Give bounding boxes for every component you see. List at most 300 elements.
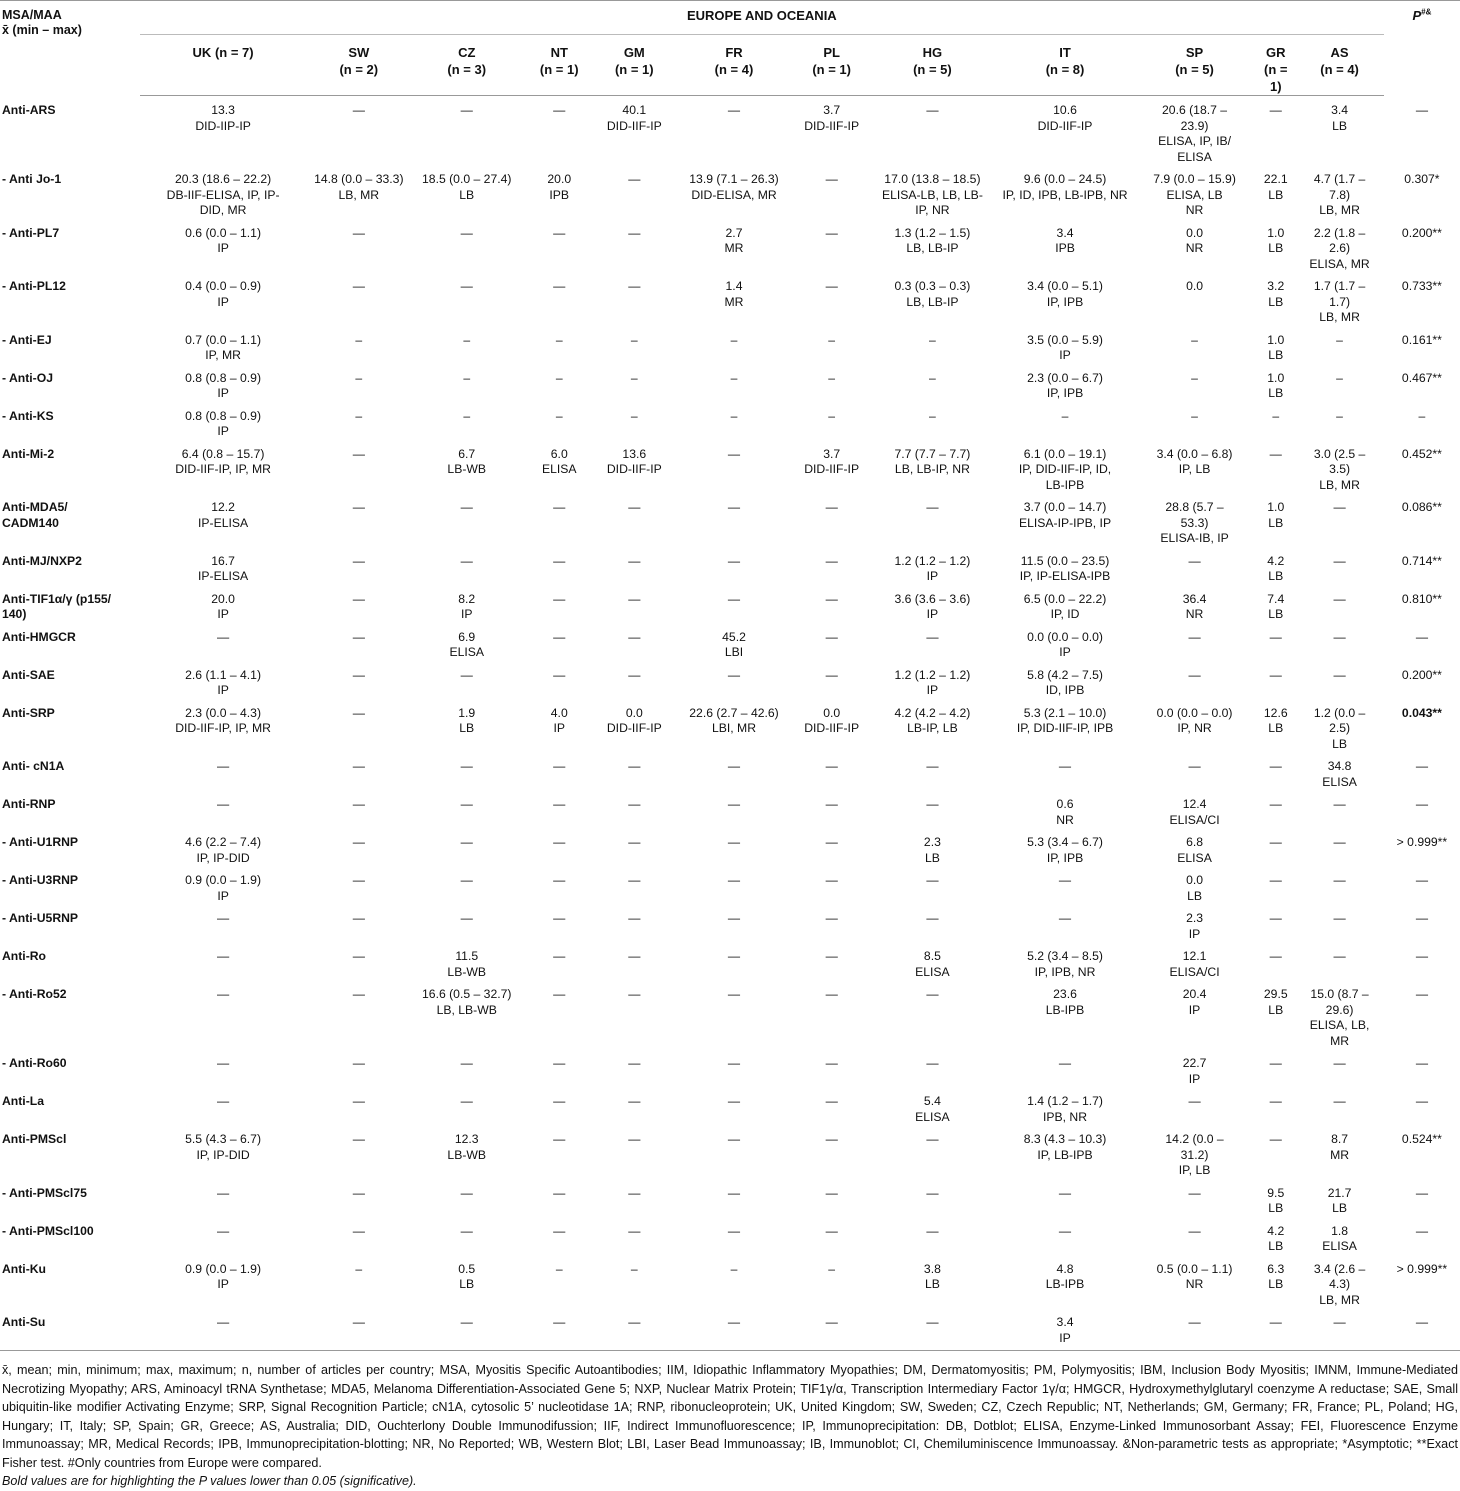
cell-gr: 12.6 LB	[1263, 705, 1288, 735]
cell-sp: —	[1188, 1185, 1201, 1200]
cell-pl: 3.7 DID-IIF-IP	[804, 446, 860, 476]
cell-hg: —	[926, 873, 939, 887]
cell-fr: –	[730, 332, 738, 347]
cell-uk: 2.6 (1.1 – 4.1) IP	[185, 667, 262, 697]
cell-gm: —	[628, 1056, 641, 1070]
row-label: - Anti-U1RNP	[2, 835, 79, 849]
country-n: (n = 1)	[1264, 62, 1288, 94]
row-label: Anti-Su	[0, 1308, 140, 1351]
cell-nt: —	[553, 103, 566, 117]
table-row	[0, 326, 1460, 364]
cell-nt: —	[553, 667, 566, 682]
cell-gm: —	[596, 1308, 672, 1351]
cell-gr: —	[1269, 873, 1282, 887]
cell-fr: —	[727, 1132, 741, 1146]
table-row	[0, 661, 1460, 699]
cell-as: —	[1333, 1056, 1346, 1070]
cell-nt: –	[555, 332, 563, 347]
country-code: SW	[348, 45, 370, 60]
cell-sp: –	[1191, 408, 1198, 423]
p-value-cell: > 0.999**	[1396, 835, 1448, 849]
cell-cz: —	[460, 1185, 473, 1200]
cell-cz: 18.5 (0.0 – 27.4) LB	[422, 172, 512, 202]
country-code: CZ	[458, 45, 476, 60]
cell-fr: 2.7 MR	[724, 225, 744, 255]
cell-gm: —	[628, 172, 641, 186]
cell-cz: —	[460, 797, 473, 811]
cell-as: —	[1333, 1094, 1346, 1108]
cell-sw: —	[352, 667, 365, 682]
cell-gr: —	[1256, 1308, 1295, 1351]
country-n: (n = 7)	[214, 45, 254, 60]
cell-nt: —	[553, 987, 566, 1001]
cell-nt: —	[553, 591, 566, 606]
cell-cz: —	[411, 1308, 522, 1351]
row-label: - Anti-EJ	[2, 332, 52, 347]
cell-hg: —	[926, 103, 939, 117]
cell-cz: –	[463, 408, 471, 423]
cell-as: —	[1333, 591, 1346, 606]
table-body	[0, 96, 1460, 1351]
cell-as: 3.0 (2.5 – 3.5) LB, MR	[1313, 446, 1366, 492]
cell-uk: 5.5 (4.3 – 6.7) IP, IP-DID	[185, 1132, 262, 1162]
cell-gm: —	[628, 1185, 641, 1200]
cell-pl: —	[825, 667, 838, 682]
cell-as: 3.4 (2.6 – 4.3) LB, MR	[1313, 1261, 1366, 1307]
p-value-cell: —	[1384, 1308, 1460, 1351]
cell-gm: —	[628, 949, 641, 963]
cell-hg: —	[926, 1223, 939, 1238]
cell-cz: —	[460, 553, 473, 568]
country-header-fr	[672, 35, 795, 96]
cell-gr: —	[1269, 103, 1282, 117]
table-row	[0, 547, 1460, 585]
cell-it: 6.5 (0.0 – 22.2) IP, ID	[1023, 591, 1107, 621]
table-row	[0, 1179, 1460, 1217]
cell-as: 4.7 (1.7 – 7.8) LB, MR	[1313, 172, 1366, 217]
cell-as: 1.7 (1.7 – 1.7) LB, MR	[1313, 279, 1366, 324]
cell-gr: 1.0 LB	[1267, 500, 1285, 530]
cell-nt: —	[553, 1223, 566, 1238]
cell-nt: 4.0 IP	[550, 705, 568, 735]
cell-hg: –	[929, 332, 936, 347]
cell-gr: —	[1269, 667, 1282, 682]
cell-pl: —	[825, 553, 838, 568]
table-row	[0, 272, 1460, 326]
cell-fr: —	[727, 103, 741, 117]
cell-fr: —	[727, 553, 741, 568]
cell-cz: —	[460, 873, 473, 887]
cell-cz: —	[460, 103, 473, 117]
cell-hg: –	[929, 370, 936, 385]
table-row	[0, 1308, 1460, 1351]
cell-as: —	[1295, 1308, 1384, 1351]
cell-uk: —	[216, 1185, 230, 1200]
cell-pl: —	[825, 873, 838, 887]
cell-hg: 8.5 ELISA	[915, 949, 950, 979]
cell-pl: —	[825, 1056, 838, 1070]
cell-cz: —	[460, 667, 473, 682]
cell-gr: —	[1269, 949, 1282, 963]
cell-pl: –	[828, 1261, 836, 1276]
cell-hg: —	[926, 1056, 939, 1070]
cell-it: 3.5 (0.0 – 5.9) IP	[1027, 332, 1103, 362]
cell-hg: —	[926, 629, 939, 644]
p-value-cell: —	[1415, 1185, 1429, 1200]
cell-sw: —	[352, 797, 365, 811]
cell-uk: 13.3 DID-IIP-IP	[195, 103, 251, 133]
cell-fr: 13.9 (7.1 – 26.3) DID-ELISA, MR	[689, 172, 779, 202]
table-row	[0, 493, 1460, 547]
cell-sp: 22.7 IP	[1182, 1056, 1207, 1086]
cell-gm: —	[628, 553, 641, 568]
cell-sw: —	[352, 1056, 365, 1070]
row-label: Anti-SRP	[2, 705, 55, 720]
country-code: SP	[1185, 45, 1204, 60]
row-label: Anti-ARS	[2, 102, 56, 117]
country-header-pl	[796, 35, 868, 96]
row-label: - Anti-KS	[2, 408, 54, 423]
cell-gr: —	[1269, 1132, 1282, 1146]
cell-sp: 28.8 (5.7 – 53.3) ELISA-IB, IP	[1160, 500, 1229, 545]
cell-it: 4.8 LB-IPB	[1045, 1261, 1085, 1291]
country-n: (n = 1)	[539, 62, 579, 77]
cell-uk: 2.3 (0.0 – 4.3) DID-IIF-IP, IP, MR	[175, 705, 271, 735]
cell-it: —	[1058, 1185, 1072, 1200]
cell-fr: —	[727, 759, 741, 773]
cell-sw: —	[352, 1094, 365, 1108]
cell-hg: —	[926, 1185, 939, 1200]
cell-gr: —	[1269, 446, 1282, 461]
cell-it: –	[1061, 408, 1069, 423]
header-label-line2: x̄ (min – max)	[2, 23, 82, 37]
cell-pl: —	[825, 1185, 838, 1200]
cell-cz: —	[460, 759, 473, 773]
cell-fr: —	[727, 1223, 741, 1238]
cell-hg: 7.7 (7.7 – 7.7) LB, LB-IP, NR	[894, 446, 971, 476]
cell-hg: –	[929, 408, 936, 423]
country-n: (n = 5)	[1175, 62, 1214, 77]
cell-nt: —	[553, 279, 566, 293]
cell-fr: –	[730, 370, 738, 385]
cell-uk: 4.6 (2.2 – 7.4) IP, IP-DID	[185, 835, 262, 865]
cell-fr: —	[727, 500, 741, 514]
cell-uk: 20.0 IP	[211, 591, 235, 621]
cell-fr: —	[727, 797, 741, 811]
country-code: GR	[1266, 45, 1286, 60]
cell-as: —	[1333, 500, 1346, 514]
cell-sp: —	[1188, 759, 1201, 773]
cell-gr: 4.2 LB	[1267, 553, 1285, 583]
cell-gm: –	[630, 1261, 638, 1276]
cell-sp: 0.5 (0.0 – 1.1) NR	[1156, 1261, 1233, 1291]
cell-nt: –	[555, 1261, 563, 1276]
cell-sp: —	[1188, 1094, 1201, 1108]
cell-gm: —	[628, 279, 641, 293]
cell-fr: —	[672, 1308, 795, 1351]
cell-sw: 14.8 (0.0 – 33.3) LB, MR	[314, 172, 404, 202]
cell-sp: 0.0 LB	[1186, 873, 1204, 903]
p-value-cell: 0.043**	[1401, 705, 1442, 720]
p-value-cell: 0.810**	[1401, 591, 1442, 606]
cell-fr: —	[727, 1056, 741, 1070]
cell-gr: 7.4 LB	[1267, 591, 1285, 621]
cell-nt: —	[553, 949, 566, 963]
row-label: - Anti-OJ	[2, 370, 53, 385]
cell-cz: –	[463, 332, 471, 347]
row-label: Anti-Ku	[2, 1261, 46, 1276]
cell-sp: —	[1188, 553, 1201, 568]
cell-gm: —	[628, 759, 641, 773]
cell-gm: –	[630, 408, 638, 423]
cell-hg: 1.2 (1.2 – 1.2) IP	[894, 667, 971, 697]
cell-sw: —	[352, 987, 365, 1001]
table-row	[0, 1087, 1460, 1125]
cell-gm: —	[628, 835, 641, 849]
cell-fr: 45.2 LBI	[722, 629, 746, 659]
cell-gr: 3.2 LB	[1267, 279, 1285, 309]
cell-it: —	[1058, 873, 1072, 887]
cell-gr: 22.1 LB	[1263, 172, 1288, 202]
cell-cz: —	[460, 1094, 473, 1108]
country-header-gm	[596, 35, 672, 96]
header-label-cell	[0, 1, 140, 96]
table-row	[0, 866, 1460, 904]
cell-gr: —	[1269, 797, 1282, 811]
row-label: Anti-PMScl	[2, 1132, 67, 1146]
cell-it: 3.4 (0.0 – 5.1) IP, IPB	[1027, 279, 1103, 309]
cell-sp: 0.0 (0.0 – 0.0) IP, NR	[1156, 705, 1233, 735]
cell-nt: —	[553, 797, 566, 811]
cell-nt: —	[553, 1185, 566, 1200]
cell-gm: 40.1 DID-IIF-IP	[606, 103, 662, 133]
p-value-cell: —	[1415, 102, 1429, 117]
cell-uk: —	[216, 759, 230, 773]
cell-sp: 3.4 (0.0 – 6.8) IP, LB	[1156, 446, 1233, 476]
table-row	[0, 942, 1460, 980]
cell-hg: —	[926, 1132, 939, 1146]
cell-sw: —	[352, 759, 365, 773]
cell-it: 3.4 IP	[997, 1308, 1133, 1351]
cell-cz: —	[460, 1056, 473, 1070]
cell-fr: —	[727, 446, 741, 461]
cell-nt: —	[553, 500, 566, 514]
cell-hg: —	[868, 1308, 998, 1351]
cell-uk: —	[216, 987, 230, 1001]
cell-sp: 2.3 IP	[1186, 911, 1204, 941]
cell-pl: —	[825, 759, 838, 773]
cell-nt: —	[553, 835, 566, 849]
cell-hg: —	[926, 500, 939, 514]
cell-gm: –	[630, 370, 638, 385]
p-value-cell: —	[1415, 1094, 1429, 1108]
cell-as: 1.8 ELISA	[1322, 1223, 1357, 1253]
cell-nt: 20.0 IPB	[547, 172, 572, 202]
cell-it: —	[1058, 759, 1072, 773]
p-value-cell: —	[1415, 759, 1429, 773]
cell-nt: —	[553, 1056, 566, 1070]
table-row	[0, 96, 1460, 166]
cell-gr: —	[1269, 759, 1282, 773]
cell-sw: —	[306, 1308, 411, 1351]
cell-it: 3.4 IPB	[1055, 225, 1075, 255]
cell-fr: —	[727, 949, 741, 963]
cell-uk: 0.9 (0.0 – 1.9) IP	[185, 873, 262, 903]
cell-sw: –	[355, 408, 363, 423]
p-value-cell: —	[1415, 1056, 1429, 1070]
cell-gr: —	[1269, 835, 1282, 849]
region-header: EUROPE AND OCEANIA	[140, 1, 1384, 35]
p-value-cell: –	[1418, 408, 1426, 423]
cell-pl: –	[828, 370, 836, 385]
cell-nt: —	[553, 911, 566, 925]
cell-sw: —	[352, 873, 365, 887]
cell-sw: —	[352, 553, 365, 568]
cell-as: 3.4 LB	[1331, 103, 1349, 133]
cell-it: —	[1058, 1056, 1072, 1070]
cell-uk: —	[216, 949, 230, 963]
cell-cz: —	[460, 835, 473, 849]
cell-gm: —	[628, 591, 641, 606]
p-value-cell: —	[1415, 797, 1429, 811]
cell-pl: —	[825, 500, 838, 514]
table-row	[0, 699, 1460, 753]
cell-hg: 5.4 ELISA	[915, 1094, 950, 1124]
country-code: FR	[725, 45, 743, 60]
cell-gr: 4.2 LB	[1267, 1223, 1285, 1253]
cell-gm: —	[628, 1132, 641, 1146]
cell-as: —	[1333, 949, 1346, 963]
country-n: (n = 8)	[1045, 62, 1085, 77]
cell-pl: 3.7 DID-IIF-IP	[804, 103, 860, 133]
cell-uk: —	[216, 1056, 230, 1070]
row-label: Anti-Ro	[2, 949, 46, 963]
cell-cz: 1.9 LB	[458, 705, 476, 735]
table-row	[0, 440, 1460, 494]
cell-sp: –	[1191, 370, 1198, 385]
table-row	[0, 585, 1460, 623]
cell-cz: —	[460, 500, 473, 514]
cell-it: —	[1058, 1223, 1072, 1238]
cell-gm: —	[628, 797, 641, 811]
cell-sw: —	[352, 705, 365, 720]
cell-as: 2.2 (1.8 – 2.6) ELISA, MR	[1309, 225, 1370, 271]
cell-pl: —	[825, 172, 838, 186]
cell-sw: —	[352, 911, 365, 925]
cell-hg: —	[926, 759, 939, 773]
cell-pl: —	[825, 987, 838, 1001]
cell-it: —	[1058, 911, 1072, 925]
bold-note: Bold values are for highlighting the P values lower than 0.05 (significative).	[2, 1474, 417, 1488]
country-n: (n = 2)	[339, 62, 379, 77]
cell-sw: —	[352, 446, 365, 461]
country-header-uk	[140, 35, 307, 96]
cell-sp: —	[1188, 667, 1201, 682]
row-label: - Anti-PMScl75	[2, 1185, 87, 1200]
header-label-line1: MSA/MAA	[2, 8, 62, 22]
row-label: Anti-RNP	[2, 797, 56, 811]
p-value-cell: 0.733**	[1401, 279, 1442, 293]
cell-pl: —	[825, 629, 838, 644]
cell-uk: 0.9 (0.0 – 1.9) IP	[185, 1261, 262, 1291]
country-header-sw	[306, 35, 411, 96]
cell-fr: —	[727, 873, 741, 887]
cell-pl: —	[825, 797, 838, 811]
cell-hg: 0.3 (0.3 – 0.3) LB, LB-IP	[894, 279, 971, 309]
cell-as: —	[1333, 629, 1346, 644]
cell-nt: 6.0 ELISA	[541, 446, 577, 476]
row-label: Anti-TIF1α/γ (p155/ 140)	[2, 591, 112, 621]
cell-cz: 12.3 LB-WB	[447, 1132, 487, 1162]
cell-it: 5.3 (2.1 – 10.0) IP, DID-IIF-IP, IPB	[1016, 705, 1114, 735]
country-header-it	[997, 35, 1133, 96]
header-row-countries	[0, 35, 1460, 96]
cell-cz: –	[463, 370, 471, 385]
cell-sp: 36.4 NR	[1182, 591, 1207, 621]
p-value-cell: 0.200**	[1401, 667, 1442, 682]
cell-cz: 6.9 ELISA	[449, 629, 485, 659]
cell-sw: —	[352, 591, 365, 606]
table-row	[0, 1049, 1460, 1087]
p-value-cell: —	[1415, 987, 1429, 1001]
cell-sp: 7.9 (0.0 – 15.9) ELISA, LB NR	[1153, 172, 1236, 217]
cell-it: 5.8 (4.2 – 7.5) ID, IPB	[1027, 667, 1103, 697]
cell-as: –	[1336, 408, 1343, 423]
cell-uk: 0.7 (0.0 – 1.1) IP, MR	[185, 332, 262, 362]
cell-fr: 1.4 MR	[724, 279, 744, 309]
row-label: Anti- cN1A	[2, 759, 65, 773]
cell-it: 10.6 DID-IIF-IP	[1037, 103, 1093, 133]
cell-gm: 13.6 DID-IIF-IP	[606, 446, 662, 476]
table-row	[0, 364, 1460, 402]
country-header-gr	[1256, 35, 1295, 96]
cell-uk: —	[216, 1094, 230, 1108]
cell-pl: —	[825, 225, 838, 240]
cell-as: 15.0 (8.7 – 29.6) ELISA, LB, MR	[1309, 987, 1370, 1048]
cell-hg: 17.0 (13.8 – 18.5) ELISA-LB, LB, LB- IP, NR	[881, 172, 983, 217]
cell-it: 8.3 (4.3 – 10.3) IP, LB-IPB	[1023, 1132, 1107, 1162]
country-code: UK	[192, 45, 212, 60]
cell-pl: –	[828, 332, 836, 347]
cell-gm: —	[628, 873, 641, 887]
table-row	[0, 1125, 1460, 1179]
p-sup: #&	[1421, 7, 1432, 17]
cell-uk: 0.8 (0.8 – 0.9) IP	[185, 370, 262, 400]
cell-it: 11.5 (0.0 – 23.5) IP, IP-ELISA-IPB	[1019, 553, 1111, 583]
cell-hg: 1.2 (1.2 – 1.2) IP	[894, 553, 971, 583]
p-value-cell: —	[1415, 911, 1429, 925]
country-n: (n = 4)	[714, 62, 754, 77]
cell-gr: 9.5 LB	[1267, 1185, 1285, 1215]
p-value-cell: 0.452**	[1401, 446, 1442, 461]
cell-it: 5.2 (3.4 – 8.5) IP, IPB, NR	[1027, 949, 1103, 979]
cell-gm: –	[630, 332, 638, 347]
table-row	[0, 402, 1460, 440]
cell-sw: —	[352, 103, 365, 117]
cell-fr: —	[727, 1094, 741, 1108]
cell-gr: –	[1272, 408, 1280, 423]
cell-sp: —	[1188, 629, 1201, 644]
cell-uk: 0.6 (0.0 – 1.1) IP	[185, 225, 262, 255]
cell-it: 9.6 (0.0 – 24.5) IP, ID, IPB, LB-IPB, NR	[1002, 172, 1128, 202]
country-code: AS	[1330, 45, 1349, 60]
table-row	[0, 1255, 1460, 1309]
row-label: - Anti-PMScl100	[2, 1223, 94, 1238]
cell-as: 34.8 ELISA	[1322, 759, 1357, 789]
row-label: - Anti Jo-1	[2, 172, 62, 186]
footnote: x̄, mean; min, minimum; max, maximum; n, number of articles per country; MSA, Myositis Specific Autoantibodies; IIM, Idiopathic Inflammatory Myopathies; DM, Dermatomyositis; PM, Polymyositis; IBM, Inclusion Body Myositis; IMNM, Immune-Mediated Necrotizing Myopathy; ARS, Aminoacyl tRNA Synthetase; MDA5, Melanoma Differentiation-Associated Gene 5; NXP, Nuclear Matrix Protein; TIF1γ/α, Transcription Intermediary Factor 1γ/α; HMGCR, Hydroxymethylglutaryl coenzyme A reductase; SAE, Small ubiquitin-like modifier Activating Enzyme; SRP, Signal Recognition Particle; cN1A, cytosolic 5’ nucleotidase 1A; RNP, ribonucleoprotein; UK, United Kingdom; SW, Sweden; CZ, Czech Republic; NT, Netherlands; GM, Germany; FR, France; PL, Poland; HG, Hungary; IT, Italy; SP, Spain; GR, Greece; AS, Australia; DID, Ouchterlony Double Immunodifussion; IIF, Indirect Immunofluorescence; IP, Immunoprecipitation: DB, Dotblot; ELISA, Enzyme-Linked Immunosorbant Assay; FEI, Fluorescence Enzyme Immunoassay; MR, Medical Records; IPB, Immunoprecipitation-blotting; NR, No Reported; WB, Western Blot; LBI, Laser Bead Immunoassay; IB, Immunoblot; CI, Chemiluminiscence Immunoassay. &Non-parametric tests as appropriate; *Asymptotic; **Exact Fisher test. #Only countries from Europe were compared.	[2, 1363, 1458, 1470]
row-label: - Anti-Ro60	[2, 1056, 67, 1070]
